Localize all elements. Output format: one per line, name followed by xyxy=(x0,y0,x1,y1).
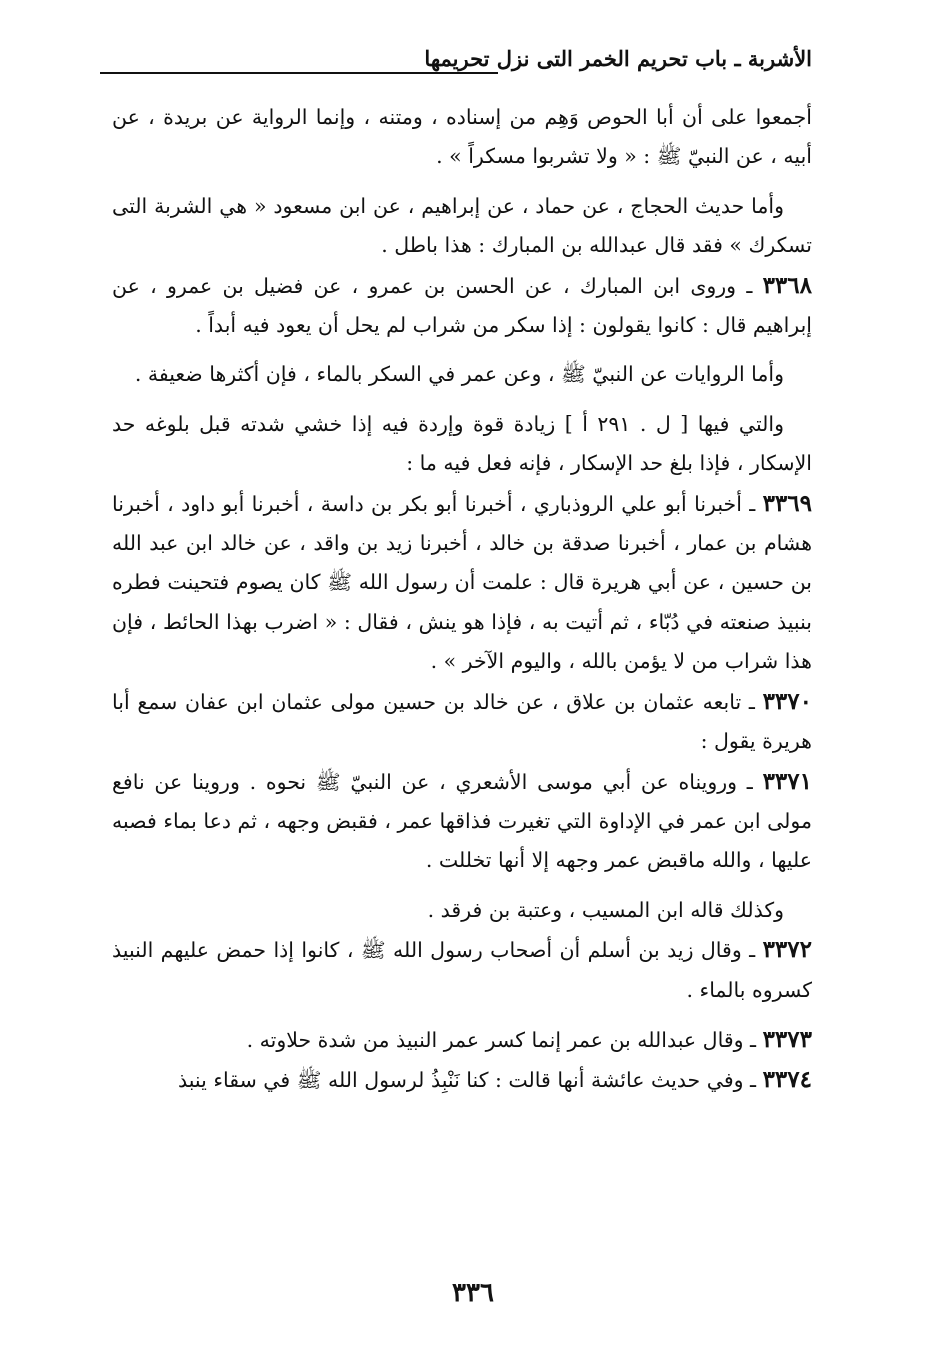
paragraph-text: ـ تابعه عثمان بن علاق ، عن خالد بن حسين مولى عثمان ابن عفان سمع أبا هريرة يقول : xyxy=(112,689,812,754)
header-rule xyxy=(100,72,498,74)
paragraph-text: وأما الروايات عن النبيّ ﷺ ، وعن عمر في السكر بالماء ، فإن أكثرها ضعيفة . xyxy=(134,362,784,387)
paragraph xyxy=(112,891,812,930)
hadith-paragraph xyxy=(112,762,812,881)
hadith-number: ٣٣٧١ xyxy=(762,767,812,795)
paragraph-text: ـ وقال عبدالله بن عمر إنما كسر عمر النبيذ من شدة حلاوته . xyxy=(246,1027,763,1052)
header-title: الأشربة ـ باب تحريم الخمر التى نزل تحريمها xyxy=(424,46,812,71)
paragraph xyxy=(112,355,812,394)
hadith-paragraph xyxy=(112,266,812,346)
paragraph-text: وأما حديث الحجاج ، عن حماد ، عن إبراهيم ، عن ابن مسعود « هي الشربة التى تسكرك » فقد قال عبدالله بن المبارك : هذا باطل . xyxy=(112,193,812,258)
hadith-number: ٣٣٧٠ xyxy=(762,687,812,715)
paragraph xyxy=(112,98,812,177)
hadith-paragraph xyxy=(112,1060,812,1100)
paragraph-text: ـ وروى ابن المبارك ، عن الحسن بن عمرو ، عن فضيل بن عمرو ، عن إبراهيم قال : كانوا يقولون : إذا سكر من شراب لم يحل أن يعود فيه أبداً . xyxy=(112,273,812,338)
paragraph-text: أجمعوا على أن أبا الحوص وَهِم من إسناده ، ومتنه ، وإنما الرواية عن بريدة ، عن أبيه ، عن النبيّ ﷺ : « ولا تشربوا مسكراً » . xyxy=(112,105,812,169)
hadith-number: ٣٣٧٤ xyxy=(762,1066,812,1094)
paragraph-text: ـ أخبرنا أبو علي الروذباري ، أخبرنا أبو بكر بن داسة ، أخبرنا أبو داود ، أخبرنا هشام بن عمار ، أخبرنا صدقة بن خالد ، أخبرنا زيد بن واقد ، عن خالد ابن عبد الله بن حسين ، عن أبي هريرة قال : علمت أن رسول الله ﷺ كان يصوم فتحينت فطره بنبيذ صنعته في دُبّاء ، ثم أتيت به ، فإذا هو ينش ، فقال : « اضرب بهذا الحائط ، فإن هذا شراب من لا يؤمن بالله ، واليوم الآخر » . xyxy=(112,491,812,674)
paragraph-text: ـ ورويناه عن أبي موسى الأشعري ، عن النبيّ ﷺ نحوه . وروينا عن نافع مولى ابن عمر في الإداوة التي تغيرت فذاقها عمر ، فقبض وجهه ، ثم دعا بماء فصبه عليها ، والله ماقبض عمر وجهه إلا أنها تخللت . xyxy=(112,769,812,873)
hadith-paragraph xyxy=(112,484,812,682)
hadith-number: ٣٣٦٨ xyxy=(762,271,812,299)
hadith-number: ٣٣٧٢ xyxy=(762,936,812,964)
running-header xyxy=(100,46,812,86)
page-body xyxy=(112,98,812,1101)
hadith-paragraph xyxy=(112,1020,812,1060)
paragraph-text: ـ وقال زيد بن أسلم أن أصحاب رسول الله ﷺ ، كانوا إذا حمض عليهم النبيذ كسروه بالماء . xyxy=(112,938,812,1002)
page-number: ٣٣٦ xyxy=(452,1278,494,1308)
paragraph-text: ـ وفي حديث عائشة أنها قالت : كنا نَنْبِذُ لرسول الله ﷺ في سقاء ينبذ xyxy=(177,1068,763,1093)
hadith-paragraph xyxy=(112,930,812,1010)
hadith-number: ٣٣٧٣ xyxy=(762,1025,812,1053)
paragraph xyxy=(112,405,812,484)
hadith-paragraph xyxy=(112,682,812,762)
paragraph-text: والتي فيها [ ل . ٢٩١ أ ] زيادة قوة وإردة فيه إذا خشي شدته قبل بلوغه حد الإسكار ، فإذا بلغ حد الإسكار ، فإنه فعل فيه ما : xyxy=(112,411,812,476)
hadith-number: ٣٣٦٩ xyxy=(762,489,812,517)
paragraph xyxy=(112,187,812,266)
paragraph-text: وكذلك قاله ابن المسيب ، وعتبة بن فرقد . xyxy=(427,897,784,922)
